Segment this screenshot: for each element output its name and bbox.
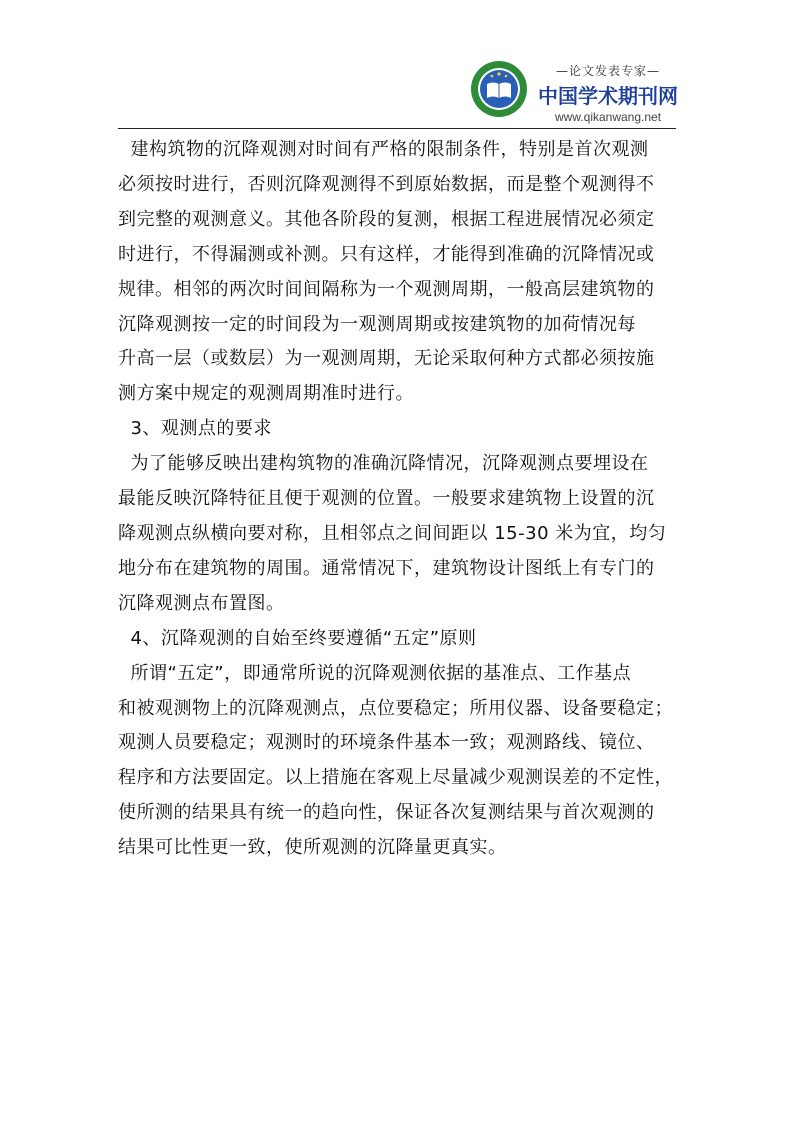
text-line: 使所测的结果具有统一的趋向性，保证各次复测结果与首次观测的: [118, 802, 655, 824]
text-line: 程序和方法要固定。以上措施在客观上尽量减少观测误差的不定性，: [118, 767, 673, 789]
text-line: 建构筑物的沉降观测对时间有严格的限制条件，特别是首次观测: [118, 139, 649, 160]
brand-name: 中国学术期刊网: [538, 84, 678, 108]
logo-text: [534, 62, 682, 124]
text-line: 时进行，不得漏测或补测。只有这样，才能得到准确的沉降情况或: [118, 243, 655, 265]
text-line: 地分布在建筑物的周围。通常情况下，建筑物设计图纸上有专门的: [118, 557, 655, 579]
text-line: 测方案中规定的观测周期准时进行。: [118, 383, 414, 405]
document-body: [118, 133, 673, 866]
text-line: 沉降观测按一定的时间段为一观测周期或按建筑物的加荷情况每: [118, 313, 636, 335]
text-line: 沉降观测点布置图。: [118, 592, 285, 614]
text-line: 升高一层（或数层）为一观测周期，无论采取何种方式都必须按施: [118, 348, 655, 370]
text-line: 最能反映沉降特征且便于观测的位置。一般要求建筑物上设置的沉: [118, 488, 655, 510]
text-line: 规律。相邻的两次时间间隔称为一个观测周期，一般高层建筑物的: [118, 278, 655, 300]
text-line: 结果可比性更一致，使所观测的沉降量更真实。: [118, 837, 507, 859]
text-line: 和被观测物上的沉降观测点，点位要稳定；所用仪器、设备要稳定；: [118, 697, 673, 719]
text-line: 到完整的观测意义。其他各阶段的复测，根据工程进展情况必须定: [118, 208, 655, 230]
text-line: 为了能够反映出建构筑物的准确沉降情况，沉降观测点要埋设在: [118, 453, 649, 475]
book-icon: [487, 83, 511, 99]
seal-logo: [470, 60, 528, 118]
text-line: 降观测点纵横向要对称，且相邻点之间间距以 15-30 米为宜，均匀: [118, 522, 667, 544]
text-line: 所谓“五定”，即通常所说的沉降观测依据的基准点、工作基点: [118, 662, 632, 684]
site-url: www.qikanwang.net: [554, 110, 662, 124]
text-line: 必须按时进行，否则沉降观测得不到原始数据，而是整个观测得不: [118, 173, 655, 195]
header-divider: [118, 128, 676, 129]
text-line: 观测人员要稳定；观测时的环境条件基本一致；观测路线、镜位、: [118, 732, 655, 754]
section-heading: 4、沉降观测的自始至终要遵循“五定”原则: [118, 627, 477, 649]
page-header: [118, 50, 676, 128]
section-heading: 3、观测点的要求: [118, 418, 272, 440]
slogan: —论文发表专家—: [555, 64, 660, 78]
